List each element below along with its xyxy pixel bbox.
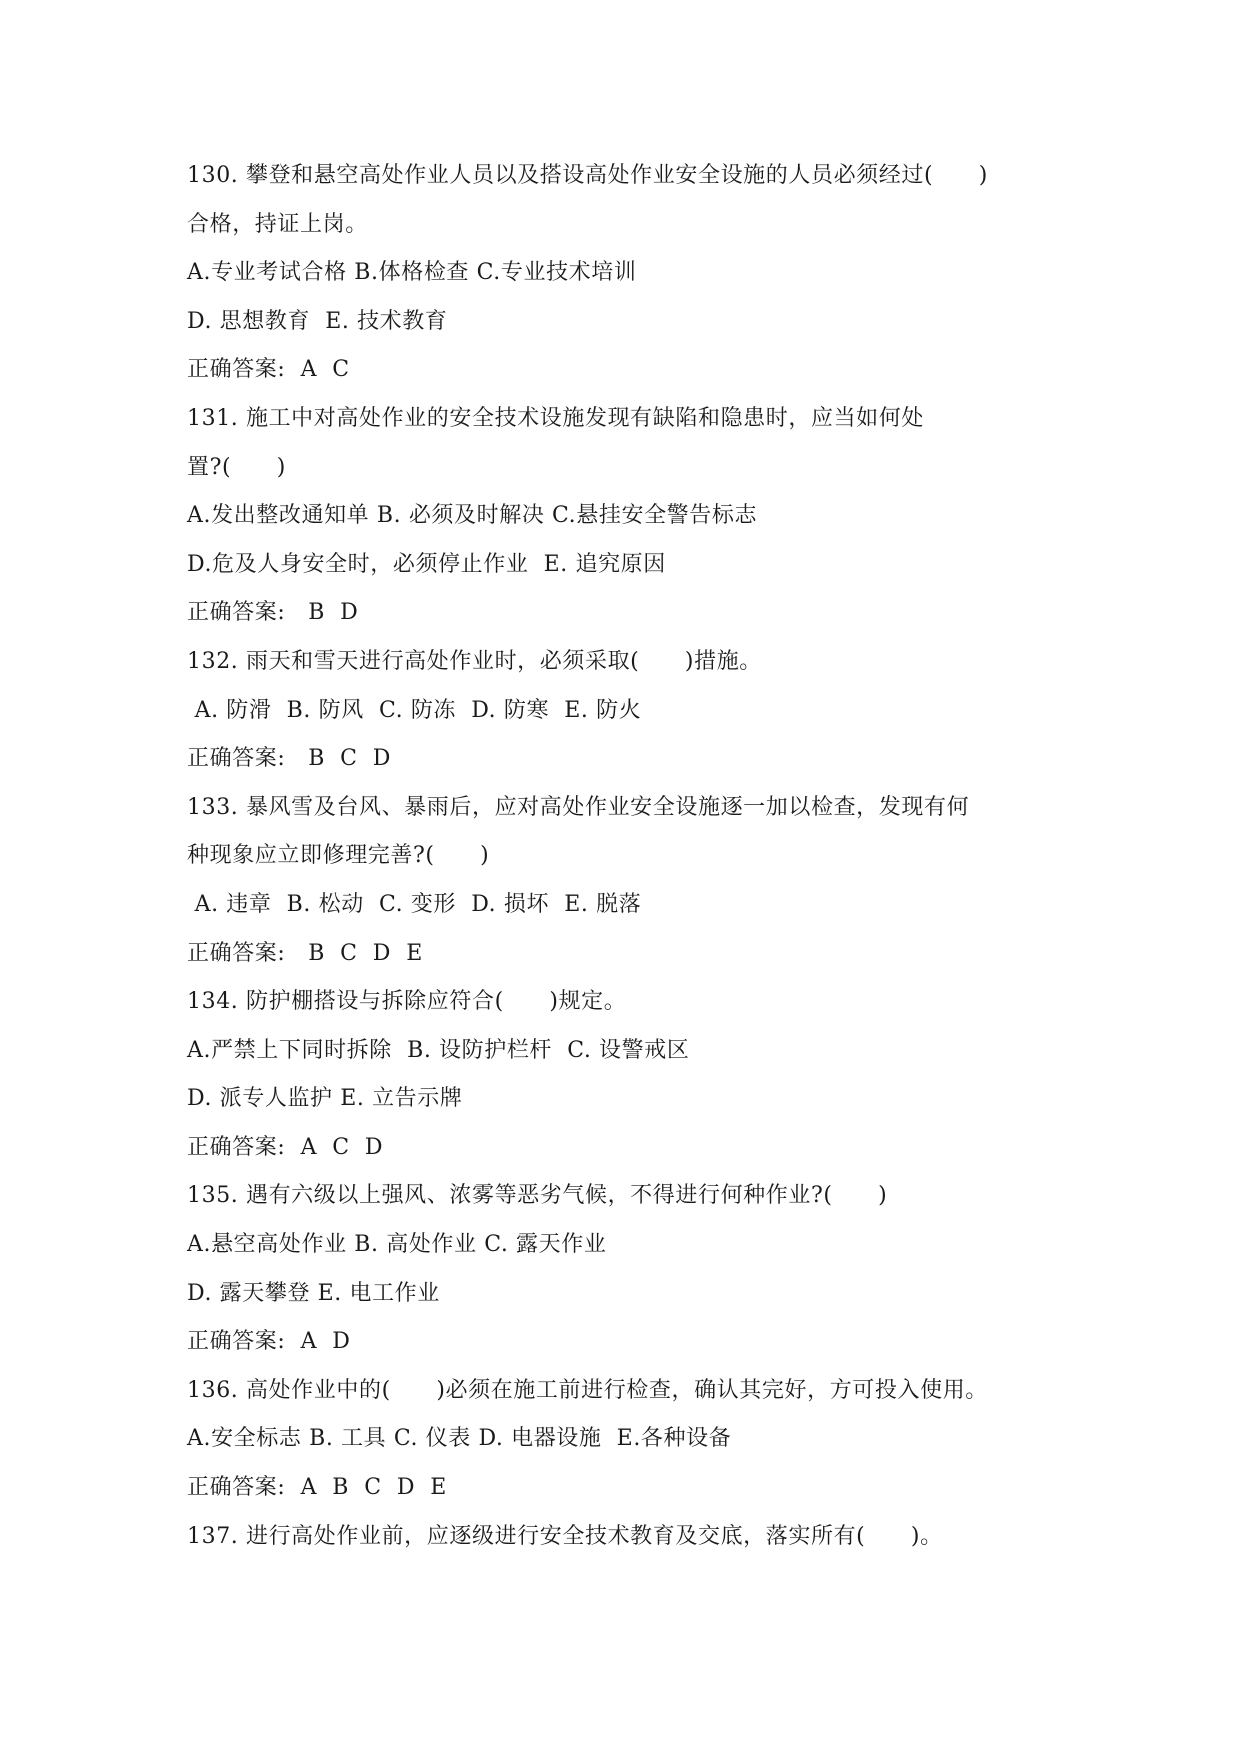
- question-131-answer: 正确答案: B D: [187, 600, 359, 626]
- question-130-answer: 正确答案: A C: [187, 357, 350, 383]
- question-134-options-2: D. 派专人监护 E. 立告示牌: [187, 1086, 463, 1112]
- question-135-answer: 正确答案: A D: [187, 1329, 351, 1355]
- question-132-line-1: 132. 雨天和雪天进行高处作业时，必须采取( )措施。: [187, 648, 762, 674]
- question-133-options: A. 违章 B. 松动 C. 变形 D. 损坏 E. 脱落: [187, 891, 642, 917]
- question-136-options: A.安全标志 B. 工具 C. 仪表 D. 电器设施 E.各种设备: [187, 1426, 732, 1452]
- question-135-options-1: A.悬空高处作业 B. 高处作业 C. 露天作业: [187, 1232, 607, 1258]
- question-132-answer: 正确答案: B C D: [187, 746, 392, 772]
- question-136-answer: 正确答案: A B C D E: [187, 1475, 447, 1501]
- question-130-line-1: 130. 攀登和悬空高处作业人员以及搭设高处作业安全设施的人员必须经过( ): [187, 163, 988, 188]
- question-134-answer: 正确答案: A C D: [187, 1134, 384, 1160]
- question-135-options-2: D. 露天攀登 E. 电工作业: [187, 1280, 440, 1306]
- question-130-options-1: A.专业考试合格 B.体格检查 C.专业技术培训: [187, 260, 637, 286]
- question-130-options-2: D. 思想教育 E. 技术教育: [187, 308, 448, 334]
- question-133-answer: 正确答案: B C D E: [187, 940, 423, 966]
- question-137-line-1: 137. 进行高处作业前，应逐级进行安全技术教育及交底，落实所有( )。: [187, 1523, 943, 1549]
- question-133-line-1: 133. 暴风雪及台风、暴雨后，应对高处作业安全设施逐一加以检查，发现有何: [187, 794, 970, 820]
- question-131-line-2: 置?( ): [187, 454, 286, 480]
- question-130-line-2: 合格，持证上岗。: [187, 211, 368, 237]
- question-135-line-1: 135. 遇有六级以上强风、浓雾等恶劣气候，不得进行何种作业?( ): [187, 1183, 888, 1209]
- question-131-options-2: D.危及人身安全时，必须停止作业 E. 追究原因: [187, 551, 666, 577]
- question-131-options-1: A.发出整改通知单 B. 必须及时解决 C.悬挂安全警告标志: [187, 503, 758, 529]
- question-132-options: A. 防滑 B. 防风 C. 防冻 D. 防寒 E. 防火: [187, 697, 642, 723]
- question-136-line-1: 136. 高处作业中的( )必须在施工前进行检查，确认其完好，方可投入使用。: [187, 1377, 988, 1403]
- question-134-options-1: A.严禁上下同时拆除 B. 设防护栏杆 C. 设警戒区: [187, 1037, 690, 1063]
- question-133-line-2: 种现象应立即修理完善?( ): [187, 843, 490, 869]
- question-text-block: [187, 152, 1107, 1561]
- question-134-line-1: 134. 防护棚搭设与拆除应符合( )规定。: [187, 989, 627, 1015]
- question-131-line-1: 131. 施工中对高处作业的安全技术设施发现有缺陷和隐患时，应当如何处: [187, 405, 924, 431]
